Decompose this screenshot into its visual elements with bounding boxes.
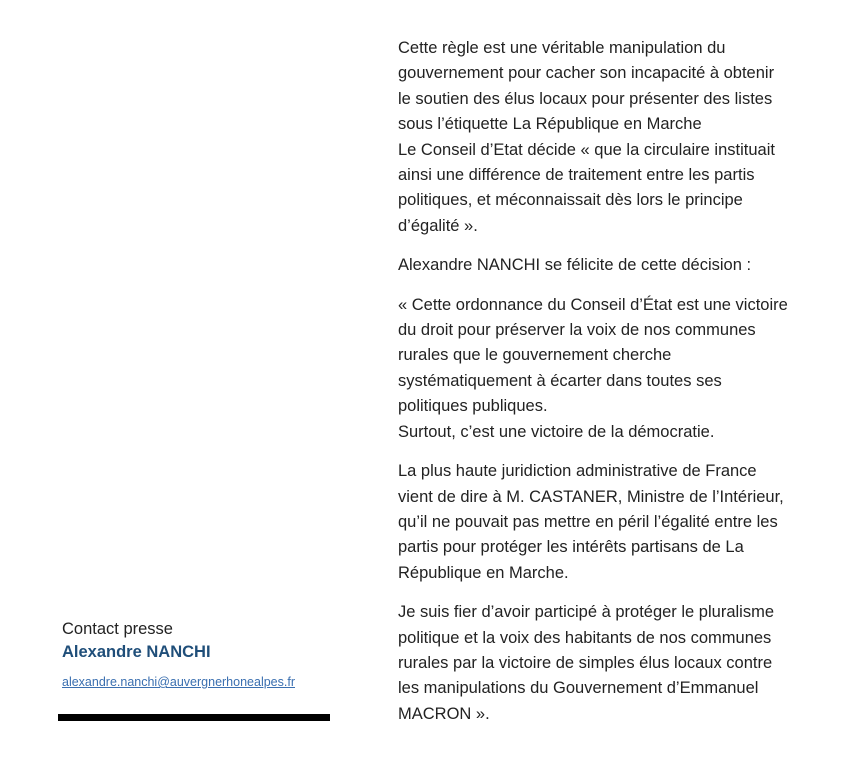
footer-divider (58, 714, 330, 721)
contact-name: Alexandre NANCHI (62, 643, 211, 661)
paragraph-line: République en Marche. (398, 563, 569, 582)
paragraph-reaction (398, 253, 838, 278)
paragraph-line: rurales par la victoire de simples élus locaux contre (398, 653, 773, 672)
contact-label: Contact presse (62, 620, 173, 638)
press-contact-block (62, 618, 330, 691)
contact-email-link[interactable]: alexandre.nanchi@auvergnerhonealpes.fr (62, 675, 295, 689)
paragraph-line: du droit pour préserver la voix de nos communes (398, 321, 756, 340)
paragraph-line: vient de dire à M. CASTANER, Ministre de l’Intérieur, (398, 487, 784, 506)
paragraph-line: politiques publiques. (398, 397, 548, 416)
paragraph-line: politique et la voix des habitants de nos communes (398, 628, 772, 647)
paragraph-line: gouvernement pour cacher son incapacité à obtenir (398, 64, 775, 83)
paragraph-quote-victoire (398, 293, 838, 445)
paragraph-line: Le Conseil d’Etat décide « que la circulaire instituait (398, 140, 775, 159)
paragraph-line: partis pour protéger les intérêts partisans de La (398, 538, 744, 557)
paragraph-juridiction (398, 459, 838, 586)
paragraph-pluralisme (398, 600, 838, 727)
paragraph-line: le soutien des élus locaux pour présenter des listes (398, 89, 773, 108)
paragraph-line: qu’il ne pouvait pas mettre en péril l’égalité entre les (398, 512, 778, 531)
paragraph-line: ainsi une différence de traitement entre les partis (398, 166, 755, 185)
paragraph-line: sous l’étiquette La République en Marche (398, 115, 702, 134)
paragraph-line: MACRON ». (398, 704, 490, 723)
paragraph-line: systématiquement à écarter dans toutes ses (398, 371, 722, 390)
paragraph-line: rurales que le gouvernement cherche (398, 346, 672, 365)
press-release-body (398, 36, 838, 741)
paragraph-line: politiques, et méconnaissait dès lors le principe (398, 191, 743, 210)
paragraph-line: Cette règle est une véritable manipulation du (398, 39, 726, 57)
paragraph-line: « Cette ordonnance du Conseil d’État est une victoire (398, 295, 788, 314)
paragraph-line: Alexandre NANCHI se félicite de cette décision : (398, 256, 752, 275)
paragraph-line: Je suis fier d’avoir participé à protéger le pluralisme (398, 603, 775, 622)
paragraph-line: d’égalité ». (398, 216, 478, 235)
paragraph-line: les manipulations du Gouvernement d’Emmanuel (398, 679, 759, 698)
paragraph-line: La plus haute juridiction administrative de France (398, 462, 757, 481)
paragraph-line: Surtout, c’est une victoire de la démocratie. (398, 422, 715, 441)
paragraph-conseil-etat (398, 36, 838, 239)
